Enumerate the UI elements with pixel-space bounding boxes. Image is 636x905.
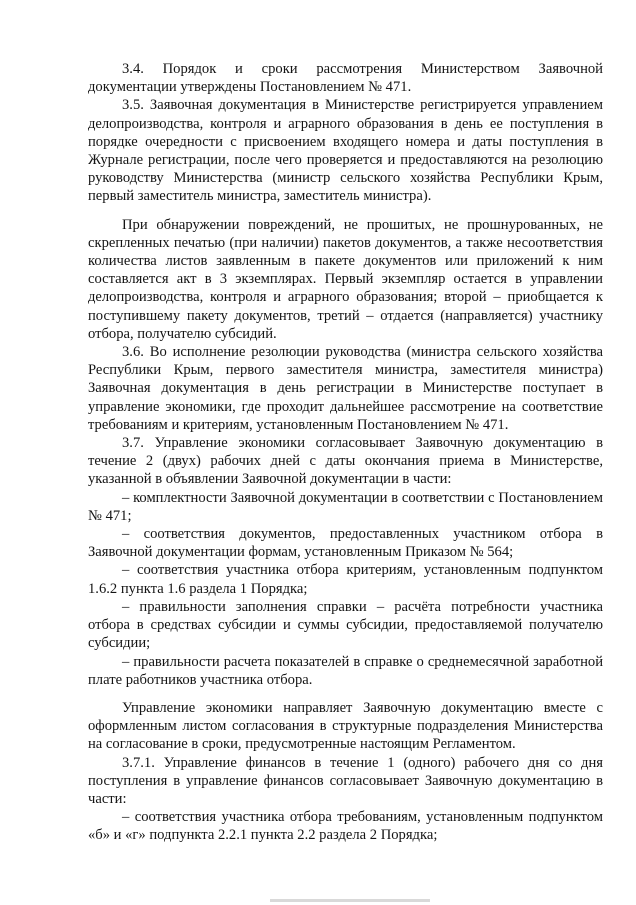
paragraph-economy-directs: Управление экономики направляет Заявочную документацию вместе с оформленным листом согласования в структурные подразделения Министерства на согласование в сроки, предусмотренные настоящим Регламентом. [88, 699, 603, 753]
list-item-document-forms: – соответствия документов, предоставленных участником отбора в Заявочной документации формам, установленным Приказом № 564; [88, 526, 603, 561]
list-item-salary-indicators: – правильности расчета показателей в справке о среднемесячной заработной плате работников участника отбора. [88, 653, 603, 688]
paragraph-3-6: 3.6. Во исполнение резолюции руководства (министра сельского хозяйства Республики Крым, первого заместителя министра, заместителя министра) Заявочная документация в день регистрации в Министерстве поступает в управление экономики, где проходит дальнейшее рассмотрение на соответствие требованиям и критериям, установленным Постановлением № 471. [88, 344, 603, 433]
paragraph-damage-act: При обнаружении повреждений, не прошитых, не прошнурованных, не скрепленных печатью (при наличии) пакетов документов, а также несоответствия количества листов заявленным в пакете документов или приложений к ним составляется акт в 3 экземплярах. Первый экземпляр остается в управлении делопроизводства, контроля и аграрного образования; второй – приобщается к поступившему пакету документов, третий – отдается (направляется) участнику отбора, получателю субсидий. [88, 216, 603, 342]
paragraph-3-7-1: 3.7.1. Управление финансов в течение 1 (одного) рабочего дня со дня поступления в управление финансов согласовывает Заявочную документацию в части: [88, 754, 603, 807]
list-item-completeness: – комплектности Заявочной документации в соответствии с Постановлением № 471; [88, 489, 603, 524]
document-page [88, 60, 603, 845]
scan-artifact [270, 899, 430, 902]
paragraph-3-4: 3.4. Порядок и сроки рассмотрения Министерством Заявочной документации утверждены Постановлением № 471. [88, 61, 603, 96]
list-item-requirements: – соответствия участника отбора требованиям, установленным подпунктом «б» и «г» подпункта 2.2.1 пункта 2.2 раздела 2 Порядка; [88, 809, 603, 844]
paragraph-3-5: 3.5. Заявочная документация в Министерстве регистрируется управлением делопроизводства, контроля и аграрного образования в день ее поступления в порядке очередности с присвоением входящего номера и даты поступления в Журнале регистрации, после чего проверяется и предоставляются на резолюцию руководству Министерства (министр сельского хозяйства Республики Крым, первый заместитель министра, заместитель министра). [88, 97, 603, 205]
list-item-calculation: – правильности заполнения справки – расчёта потребности участника отбора в средствах субсидии и суммы субсидии, предоставляемой получателю субсидии; [88, 598, 603, 652]
list-item-criteria: – соответствия участника отбора критериям, установленным подпунктом 1.6.2 пункта 1.6 раздела 1 Порядка; [88, 562, 603, 597]
paragraph-3-7: 3.7. Управление экономики согласовывает Заявочную документацию в течение 2 (двух) рабочих дней с даты окончания приема в Министерстве, указанной в объявлении Заявочной документации в части: [88, 435, 603, 488]
